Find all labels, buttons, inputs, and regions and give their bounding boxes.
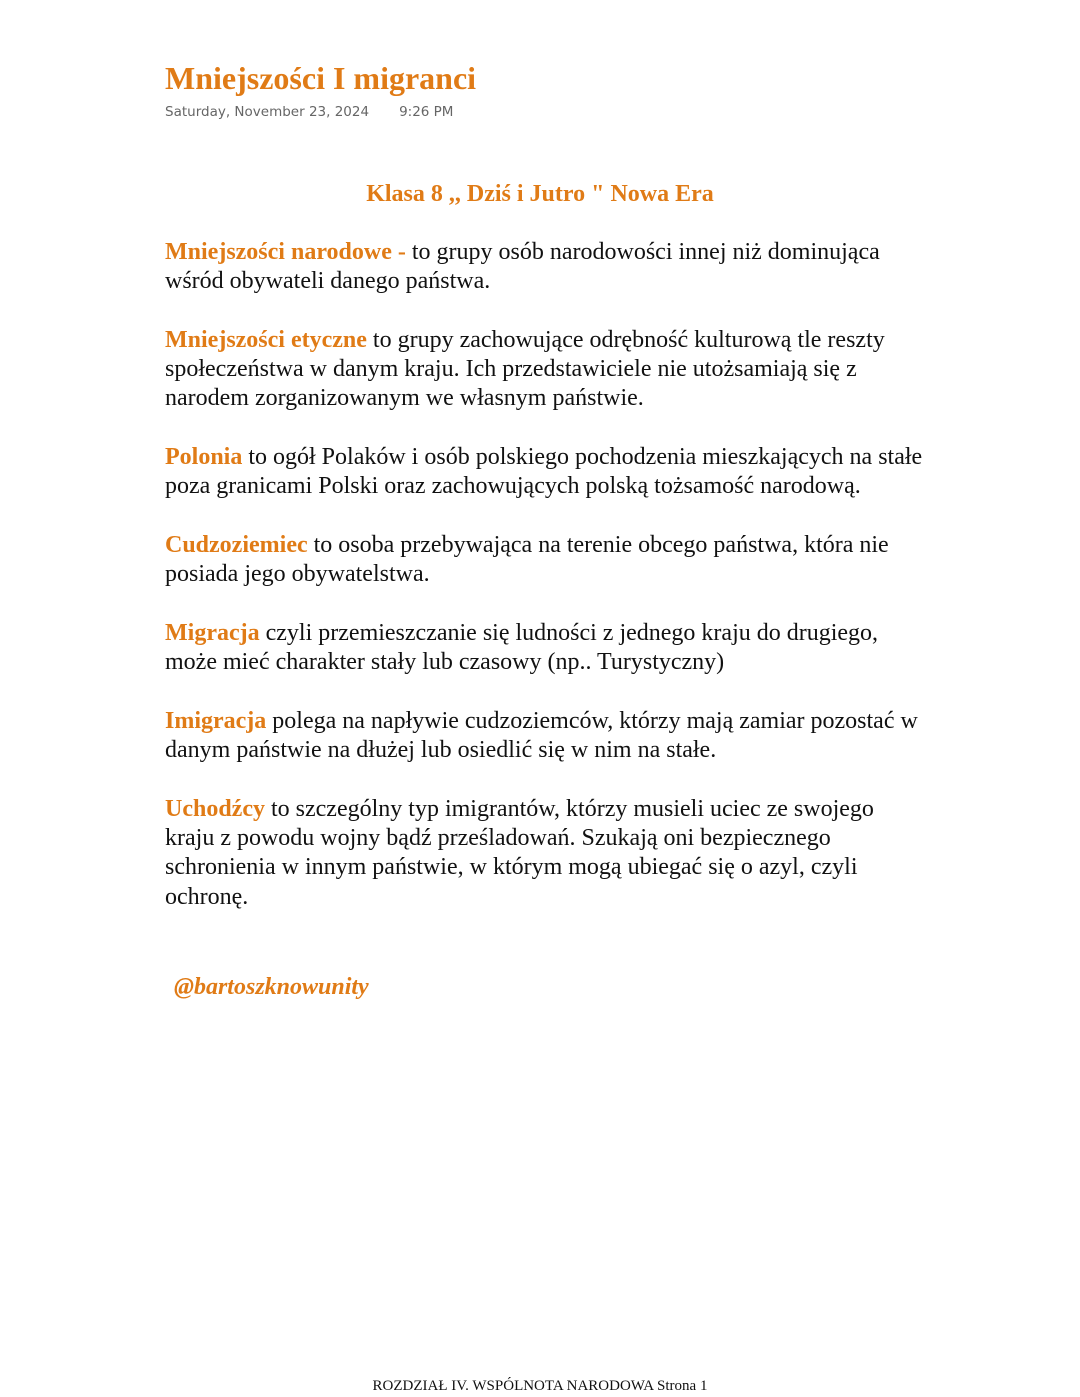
definition-text: to grupy osób narodowości innej niż dominująca wśród obywateli danego państwa. xyxy=(165,239,880,295)
definition-imigracja xyxy=(165,707,925,766)
page-title: Mniejszości I migranci xyxy=(165,60,477,96)
definition-text: to szczególny typ imigrantów, którzy musieli uciec ze swojego kraju z powodu wojny bądź prześladowań. Szukają oni bezpiecznego schronienia w innym państwie, w którym mogą ubiegać się o azyl, czyli ochronę. xyxy=(165,795,874,910)
page-footer: ROZDZIAŁ IV. WSPÓLNOTA NARODOWA Strona 1 xyxy=(372,1378,708,1394)
subtitle: Klasa 8 ,, Dziś i Jutro " Nowa Era xyxy=(366,181,714,207)
definitions-list xyxy=(165,238,925,941)
definition-mniejszosci-etyczne xyxy=(165,326,925,414)
definition-term: Uchodźcy xyxy=(165,795,265,822)
definition-uchodzcy xyxy=(165,795,925,912)
definition-text: to ogół Polaków i osób polskiego pochodzenia mieszkających na stałe poza granicami Polski oraz zachowujących polską tożsamość narodową. xyxy=(165,444,923,500)
definition-polonia xyxy=(165,443,925,502)
definition-migracja xyxy=(165,619,925,678)
definition-text: polega na napływie cudzoziemców, którzy mają zamiar pozostać w danym państwie na dłużej lub osiedlić się w nim na stałe. xyxy=(165,707,918,764)
definition-text: to osoba przebywająca na terenie obcego państwa, która nie posiada jego obywatelstwa. xyxy=(165,531,889,588)
definition-term: Cudzoziemiec xyxy=(165,531,308,558)
author-signature: @bartoszknowunity xyxy=(174,974,369,1000)
definition-cudzoziemiec xyxy=(165,531,925,590)
page-meta xyxy=(165,103,453,121)
page-time: 9:26 PM xyxy=(399,104,454,120)
definition-text: to grupy zachowujące odrębność kulturową tle reszty społeczeństwa w danym kraju. Ich przedstawiciele nie utożsamiają się z narodem zorganizowanym we własnym państwie. xyxy=(165,326,885,412)
definition-term: Mniejszości narodowe - xyxy=(165,239,406,265)
definition-term: Migracja xyxy=(165,619,260,646)
definition-term: Imigracja xyxy=(165,707,267,734)
page-date: Saturday, November 23, 2024 xyxy=(165,104,370,120)
definition-term: Polonia xyxy=(165,444,243,471)
definition-text: czyli przemieszczanie się ludności z jednego kraju do drugiego, może mieć charakter stały lub czasowy (np.. Turystyczny) xyxy=(165,619,879,676)
definition-mniejszosci-narodowe xyxy=(165,238,925,297)
definition-term: Mniejszości etyczne xyxy=(165,326,367,353)
